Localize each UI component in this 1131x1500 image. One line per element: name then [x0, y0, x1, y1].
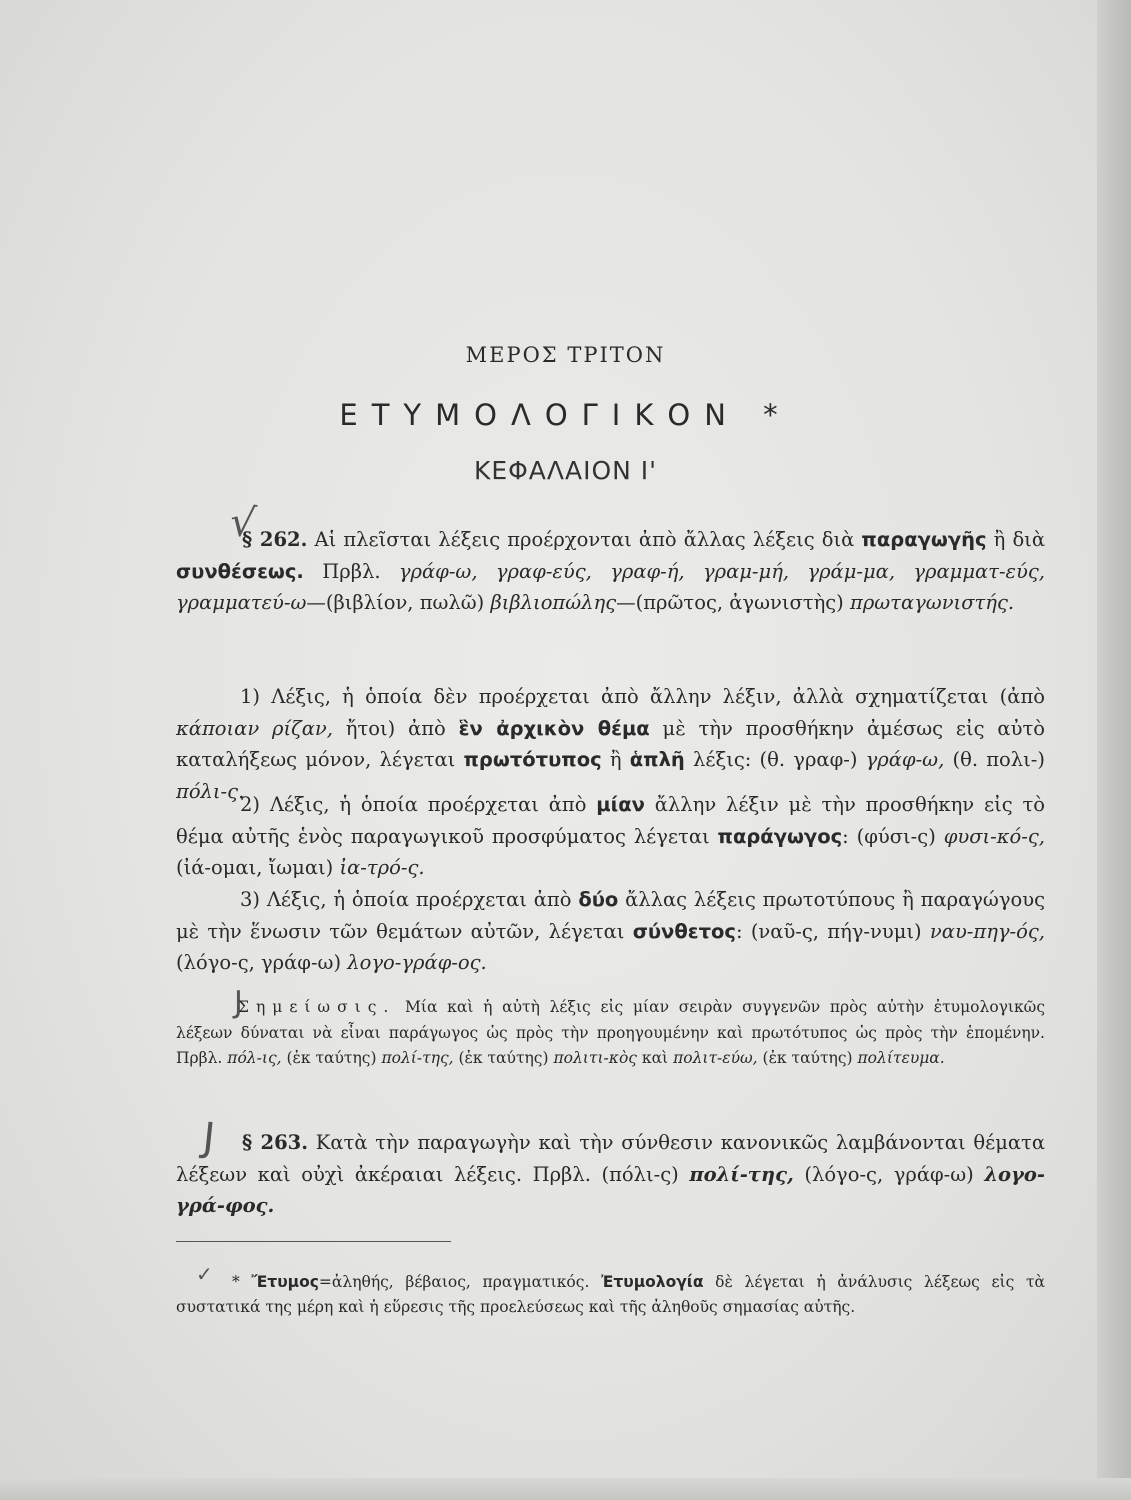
- note-label: Σημείωσις.: [238, 998, 396, 1016]
- bold-term: Ἐτυμολογία: [601, 1273, 704, 1291]
- italic-example: πολίτευμα.: [857, 1049, 945, 1067]
- bold-italic-example: λογο-γρά-φος.: [176, 1162, 1045, 1218]
- text-run: Μία καὶ ἡ αὐτὴ λέξις εἰς μίαν σειρὰν συγγενῶν πρὸς αὐτὴν ἐτυμολογικῶς λέξεων δύναται νὰ εἶναι παράγωγος ὡς πρὸς τὴν προηγουμένην καὶ πρωτότυπος ὡς πρὸς τὴν ἑπομένην. Πρβλ.: [176, 998, 1045, 1067]
- list-item-2: [176, 789, 1045, 884]
- italic-example: βιβλιοπώλης: [490, 591, 617, 615]
- text-run: : (ναῦ-ς, πήγ-νυμι): [735, 919, 930, 943]
- text-run: (λόγο-ς, γράφ-ω): [793, 1162, 985, 1186]
- italic-example: πολιτ-εύω,: [673, 1049, 758, 1067]
- text-run: Πρβλ.: [303, 559, 399, 583]
- italic-example: γράφ-ω,: [865, 748, 945, 772]
- text-run: =ἀληθής, βέβαιος, πραγματικός.: [318, 1273, 602, 1291]
- text-run: (ἐκ ταύτης): [453, 1049, 554, 1067]
- page-edge-bottom: [0, 1478, 1131, 1500]
- footnote: [176, 1270, 1045, 1320]
- text-run: —(πρῶτος, ἀγωνιστὴς): [616, 591, 850, 615]
- text-run: —(βιβλίον, πωλῶ): [306, 591, 491, 615]
- section-number: § 263.: [242, 1131, 309, 1154]
- bold-term: πρωτότυπος: [463, 748, 602, 772]
- text-run: (θ. πολι-): [944, 748, 1045, 772]
- text-run: (λόγο-ς, γράφ-ω): [176, 951, 348, 975]
- text-run: ἤτοι) ἀπὸ: [332, 716, 459, 740]
- bold-term: Ἔτυμος: [251, 1273, 319, 1291]
- text-run: Αἱ πλεῖσται λέξεις προέρχονται ἀπὸ ἄλλας λέξεις διὰ: [307, 528, 862, 551]
- text-run: ἢ: [601, 748, 630, 772]
- italic-example: ἰα-τρό-ς.: [339, 856, 425, 880]
- text-run: : (φύσι-ς): [842, 824, 944, 848]
- text-run: ἢ διὰ: [986, 528, 1045, 551]
- text-run: 1) Λέξις, ἡ ὁποία δὲν προέρχεται ἀπὸ ἄλλην λέξιν, ἀλλὰ σχηματίζεται (ἀπὸ: [240, 685, 1045, 708]
- italic-example: πόλι-ς.: [176, 779, 245, 803]
- section-number: § 262.: [242, 528, 308, 551]
- note-block: [176, 995, 1045, 1072]
- bold-italic-example: πολί-της,: [689, 1162, 794, 1186]
- text-run: ἄλλην λέξιν μὲ τὴν προσθήκην εἰς τὸ θέμα αὐτῆς ἑνὸς παραγωγικοῦ προσφύματος λέγεται: [176, 793, 1045, 848]
- bold-term: δύο: [578, 888, 619, 911]
- part-heading: ΜΕΡΟΣ ΤΡΙΤΟΝ: [465, 343, 666, 367]
- italic-example: φυσι-κό-ς,: [943, 824, 1045, 848]
- bold-term: ἓν ἀρχικὸν θέμα: [458, 716, 650, 740]
- text-run: 2) Λέξις, ἡ ὁποία προέρχεται ἀπὸ: [240, 793, 597, 816]
- text-run: μὲ τὴν προσθήκην ἀμέσως εἰς αὐτὸ καταλήξεως μόνον, λέγεται: [176, 716, 1045, 772]
- text-run: δὲ λέγεται ἡ ἀνάλυσις λέξεως εἰς τὰ συστατικά της μέρη καὶ ἡ εὕρεσις τῆς προελεύσεως καὶ τῆς ἀληθοῦς σημασίας αὐτῆς.: [176, 1273, 1046, 1316]
- italic-example: λογο-γράφ-ος.: [347, 951, 487, 975]
- bold-term: ἁπλῆ: [629, 748, 685, 772]
- paragraph-263: [176, 1127, 1045, 1222]
- text-run: (ἰά-ομαι, ἴωμαι): [176, 856, 340, 880]
- page-title: ΕΤΥΜΟΛΟΓΙΚΟΝ *: [339, 398, 792, 432]
- italic-example: πρωταγωνιστής.: [850, 591, 1015, 615]
- bold-term: σύνθετος: [632, 919, 736, 943]
- bold-term: συνθέσεως.: [176, 559, 304, 583]
- text-run: (ἐκ ταύτης): [281, 1049, 382, 1067]
- pencil-mark-icon: J: [200, 1114, 218, 1162]
- bold-term: μίαν: [596, 793, 645, 816]
- bold-term: παραγωγῆς: [861, 528, 987, 551]
- italic-text: κάποιαν ρίζαν,: [176, 716, 333, 740]
- italic-example: πολί-της,: [381, 1049, 454, 1067]
- paragraph-262: [176, 524, 1045, 619]
- page-edge-right: [1097, 0, 1131, 1500]
- chapter-heading: ΚΕΦΑΛΑΙΟΝ Ι': [473, 456, 658, 485]
- text-run: ἄλλας λέξεις πρωτοτύπους ἢ παραγώγους μὲ τὴν ἕνωσιν τῶν θεμάτων αὐτῶν, λέγεται: [176, 888, 1045, 943]
- italic-example: γράφ-ω, γραφ-εύς, γραφ-ή, γραμ-μή, γράμ-μα, γραμματ-εύς, γραμματεύ-ω: [176, 559, 1045, 615]
- bold-term: παράγωγος: [717, 824, 843, 848]
- italic-example: πολιτι-κὸς: [553, 1049, 637, 1067]
- pencil-mark-icon: J: [234, 985, 243, 1020]
- text-run: *: [232, 1273, 252, 1291]
- footnote-divider: [176, 1241, 451, 1242]
- text-run: καὶ: [636, 1049, 674, 1067]
- pencil-check-mark-icon: ✓: [196, 1262, 213, 1286]
- text-run: Κατὰ τὴν παραγωγὴν καὶ τὴν σύνθεσιν κανονικῶς λαμβάνονται θέματα λέξεων καὶ οὐχὶ ἀκέραιαι λέξεις. Πρβλ. (πόλι-ς): [176, 1131, 1045, 1186]
- pencil-check-mark-icon: √: [227, 498, 258, 548]
- list-item-3: [176, 884, 1045, 979]
- text-run: 3) Λέξις, ἡ ὁποία προέρχεται ἀπὸ: [240, 888, 579, 911]
- italic-example: πόλ-ις,: [227, 1049, 282, 1067]
- text-run: (ἐκ ταύτης): [757, 1049, 858, 1067]
- text-run: λέξις: (θ. γραφ-): [684, 748, 866, 772]
- italic-example: ναυ-πηγ-ός,: [929, 919, 1045, 943]
